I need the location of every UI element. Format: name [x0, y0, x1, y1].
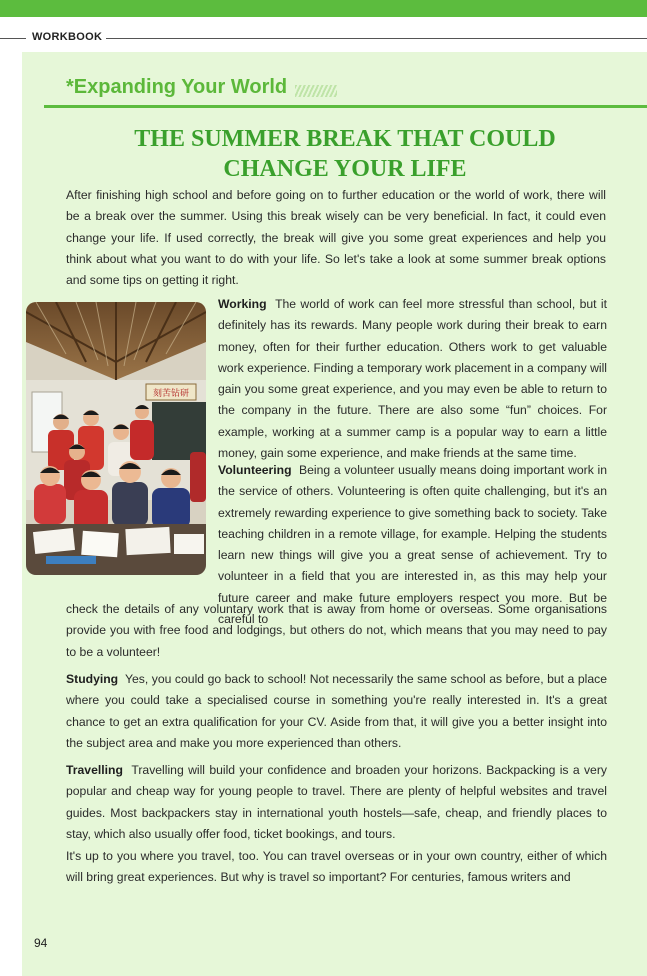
- volunteering-lead: Volunteering: [218, 463, 292, 477]
- article-headline: [60, 124, 630, 184]
- header-rule-right: [106, 38, 647, 39]
- section-title: *Expanding Your World: [66, 76, 288, 98]
- intro-paragraph: After finishing high school and before going on to further education or the world of work, there will be a break over the summer. Using this break wisely can be very beneficial. In fact, it could even change your life. If used correctly, the break will give you some great experiences and help you think about what you want to do with your life. So let's take a look at some summer break options and some tips on getting it right.: [66, 188, 606, 288]
- studying-body: Yes, you could go back to school! Not necessarily the same school as before, but a place where you could take a specialised course in something you're really interested in. It's a great chance to get an extra qualification for your CV. Aside from that, it will give you a better insight into the subject area and make you more experienced than others.: [66, 672, 607, 750]
- volunteering-continued-paragraph: check the details of any voluntary work that is away from home or overseas. Some organisations provide you with free food and lodgings, but others do not, which means that you may need to pay to be a volunteer!: [66, 602, 607, 659]
- stripe-decoration: [295, 85, 337, 97]
- studying-lead: Studying: [66, 672, 119, 686]
- volunteering-body: Being a volunteer usually means doing important work in the service of others. Volunteering is often quite challenging, but it's an extremely rewarding experience to give something back to society. Take teaching children in a remote village, for example. Helping the students learn new things will give you a great sense of achievement. Try to volunteer in a field that you are interested in, as this may help your future career and make future employers respect you more. But be careful to: [218, 463, 607, 627]
- studying-paragraph: [66, 669, 607, 754]
- headline-line-1: THE SUMMER BREAK THAT COULD: [134, 126, 556, 152]
- top-color-bar: [0, 0, 647, 17]
- page-number: 94: [34, 936, 48, 950]
- closing-paragraph: It's up to you where you travel, too. You can travel overseas or in your own country, either of which will bring great experiences. But why is travel so important? For centuries, famous writers and: [66, 849, 607, 885]
- section-title-rule: [44, 105, 647, 108]
- working-body: The world of work can feel more stressful than school, but it definitely has its rewards. Many people work during their break to earn money, often for their further education. Others work to get valuable work experience. Finding a temporary work placement in a company will gain you some great experience, and you may even be able to return to the company in the future. There are also some “fun” choices. For example, working at a summer camp is a popular way to earn a little money, gain some experience, and make friends at the same time.: [218, 297, 607, 461]
- workbook-label: WORKBOOK: [32, 31, 103, 43]
- travelling-lead: Travelling: [66, 763, 123, 777]
- travelling-body: Travelling will build your confidence and broaden your horizons. Backpacking is a very popular and cheap way for young people to travel. There are plenty of helpful websites and travel guides. Most backpackers stay in international youth hostels—safe, cheap, and friendly places to stay, which also usually offer food, ticket bookings, and tours.: [66, 763, 607, 841]
- travelling-paragraph: [66, 760, 607, 845]
- classroom-sign-text: 刻苦钻研: [152, 389, 190, 399]
- classroom-photo: [26, 302, 206, 575]
- headline-line-2: CHANGE YOUR LIFE: [223, 156, 467, 182]
- header-rule-left: [0, 38, 26, 39]
- working-lead: Working: [218, 297, 267, 311]
- working-paragraph: [218, 294, 607, 464]
